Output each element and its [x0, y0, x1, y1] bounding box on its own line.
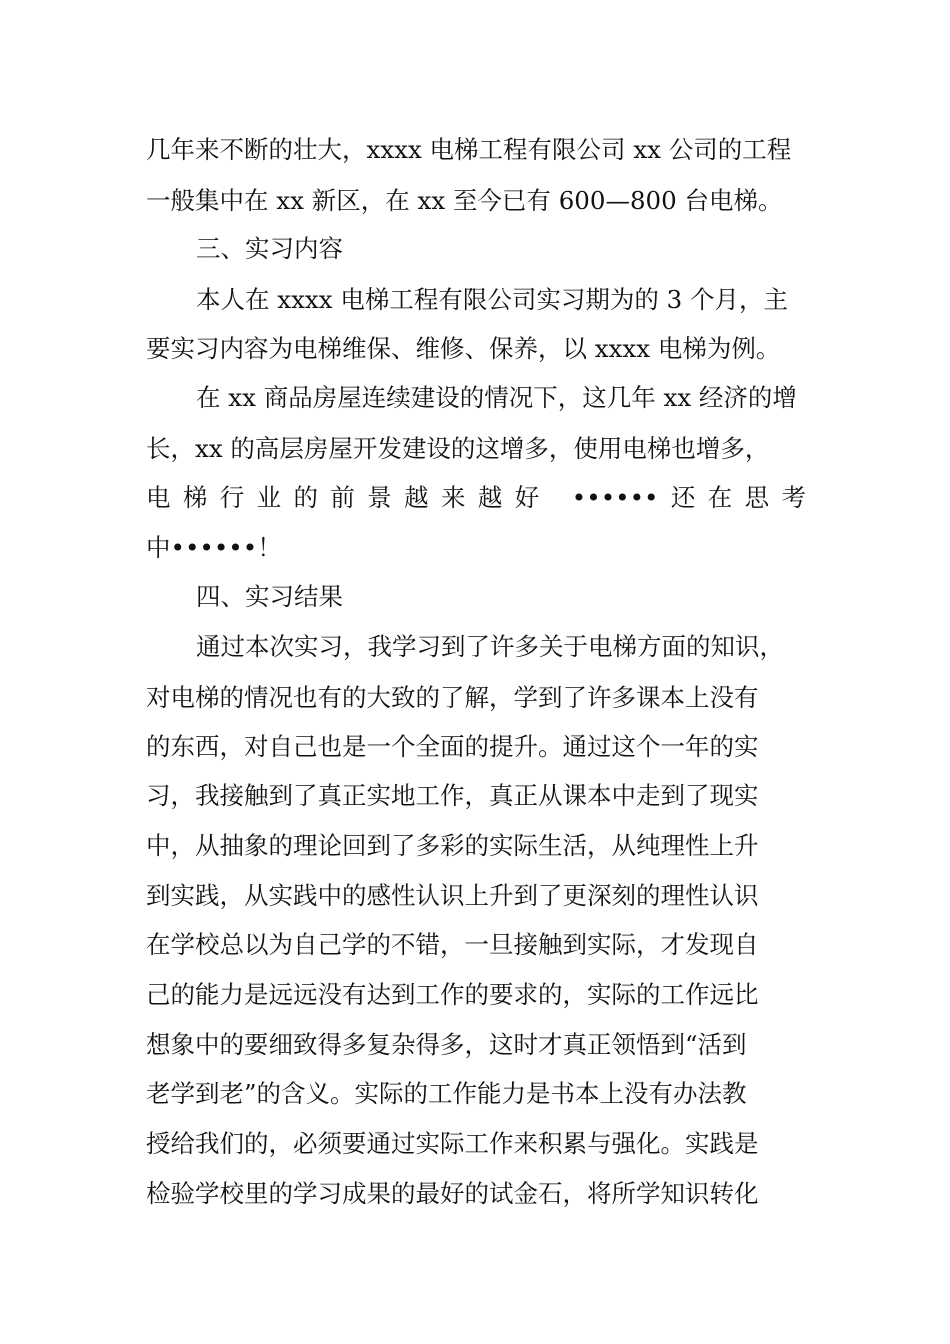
text-line: 本人在 xxxx 电梯工程有限公司实习期为的 3 个月，主 [196, 285, 789, 314]
text-line: 几年来不断的壮大，xxxx 电梯工程有限公司 xx 公司的工程 [146, 135, 792, 164]
text-line: 长，xx 的高层房屋开发建设的这增多，使用电梯也增多， [146, 434, 770, 463]
text-line: 检验学校里的学习成果的最好的试金石，将所学知识转化 [146, 1179, 759, 1208]
text-line: 授给我们的，必须要通过实际工作来积累与强化。实践是 [146, 1129, 759, 1158]
section-heading-internship-content: 三、实习内容 [196, 234, 343, 263]
text-line: 在 xx 商品房屋连续建设的情况下，这几年 xx 经济的增 [196, 383, 797, 412]
text-line: 中，从抽象的理论回到了多彩的实际生活，从纯理性上升 [146, 831, 759, 860]
text-line: 要实习内容为电梯维保、维修、保养，以 xxxx 电梯为例。 [146, 334, 781, 363]
text-line: 通过本次实习，我学习到了许多关于电梯方面的知识， [196, 632, 784, 661]
text-line: 想象中的要细致得多复杂得多，这时才真正领悟到“活到 [146, 1030, 747, 1059]
text-line: 中••••••！ [146, 533, 282, 562]
text-line: 己的能力是远远没有达到工作的要求的，实际的工作远比 [146, 980, 759, 1009]
text-line: 的东西，对自己也是一个全面的提升。通过这个一年的实 [146, 732, 759, 761]
text-line: 到实践，从实践中的感性认识上升到了更深刻的理性认识 [146, 881, 759, 910]
text-line: 老学到老”的含义。实际的工作能力是书本上没有办法教 [146, 1079, 747, 1108]
section-heading-internship-results: 四、实习结果 [196, 582, 343, 611]
text-line: 在学校总以为自己学的不错，一旦接触到实际，才发现自 [146, 930, 759, 959]
text-line: 对电梯的情况也有的大致的了解，学到了许多课本上没有 [146, 683, 759, 712]
text-line-justified: 电梯行业的前景越来越好 ••••••还在思考 [146, 483, 806, 512]
text-line: 一般集中在 xx 新区，在 xx 至今已有 600—800 台电梯。 [146, 186, 783, 215]
text-line: 习，我接触到了真正实地工作，真正从课本中走到了现实 [146, 781, 759, 810]
